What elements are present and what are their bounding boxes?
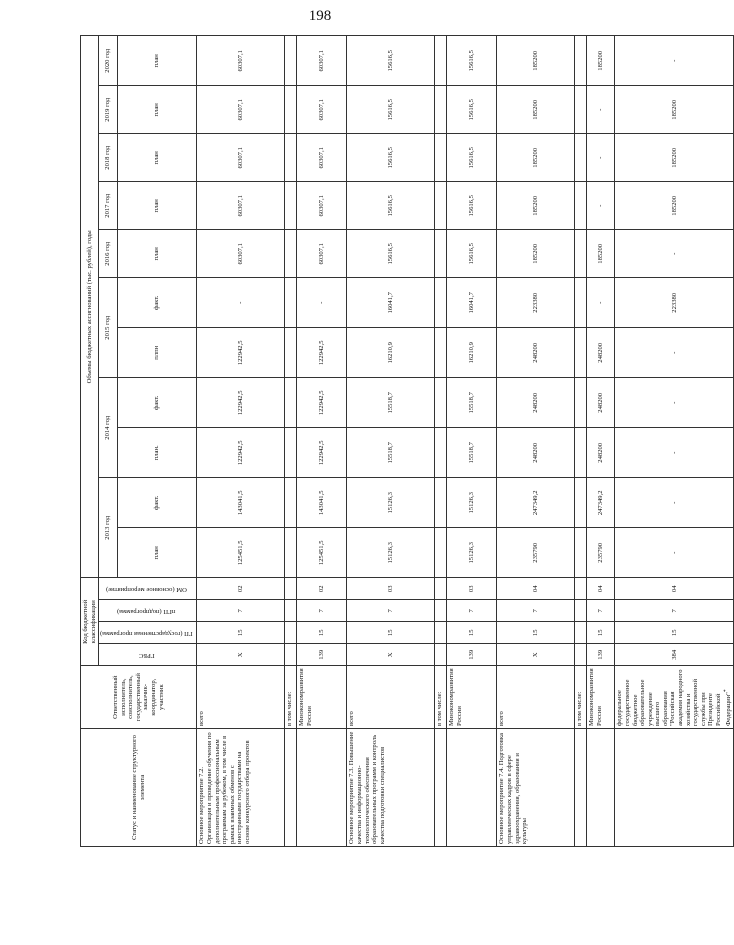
row-name [575,729,587,847]
row-value: 15616,5 [447,230,497,278]
row-value: 125451,5 [197,528,285,578]
row-value: 125451,5 [297,528,347,578]
row-responsible: в том числе: [575,666,587,729]
table-row [575,36,587,847]
row-value [575,278,587,328]
row-value: 143041,5 [197,478,285,528]
row-value: 15126,3 [347,478,435,528]
row-value: 60307,1 [297,36,347,86]
table-row [197,36,285,847]
row-value: - [587,278,615,328]
row-value [285,328,297,378]
row-grbs [285,644,297,666]
row-value: 185200 [497,230,575,278]
row-gp [285,622,297,644]
row-name [587,729,615,847]
row-value [575,36,587,86]
row-value: 15126,3 [447,528,497,578]
row-value: 16041,7 [447,278,497,328]
row-value [435,182,447,230]
row-value: - [297,278,347,328]
header-plan-2016: план [117,230,197,278]
row-value: 248200 [497,328,575,378]
row-value: 122942,5 [297,328,347,378]
row-responsible: всего [497,666,575,729]
row-value: 248200 [497,378,575,428]
row-value: 60307,1 [197,36,285,86]
row-value: 223380 [497,278,575,328]
header-plan-2020: план [117,36,197,86]
row-value [575,428,587,478]
header-status-name: Статус и наименование структурного элемента [81,729,197,847]
row-value: 248200 [587,428,615,478]
footnote-mark: * [722,689,729,693]
row-grbs: 139 [447,644,497,666]
row-value [435,478,447,528]
row-value: - [615,378,734,428]
row-value [435,86,447,134]
row-value [575,182,587,230]
row-value: 15616,5 [447,86,497,134]
row-grbs: X [347,644,435,666]
row-value: 235790 [587,528,615,578]
row-gp: 15 [447,622,497,644]
row-gp: 15 [615,622,734,644]
row-name: Основное мероприятие 7.4. Подготовка управленческих кадров в сфере здравоохранения, образования и культуры [497,729,575,847]
header-year-2017: 2017 год [99,182,118,230]
row-om: 03 [447,578,497,600]
row-responsible: в том числе: [435,666,447,729]
header-plan-2013: план [117,528,197,578]
row-value: 185200 [615,134,734,182]
row-value: 60307,1 [197,134,285,182]
row-value: 16210,9 [447,328,497,378]
header-responsible: Ответственный исполнитель, соисполнитель, государственный заказчик-координатор, участник [81,666,197,729]
row-pgp: 7 [447,600,497,622]
row-value: 185200 [497,86,575,134]
header-fact-2013: факт. [117,478,197,528]
budget-table [80,35,734,847]
row-value [285,528,297,578]
row-responsible: в том числе: [285,666,297,729]
table-row [587,36,615,847]
row-value [285,86,297,134]
row-value: 235790 [497,528,575,578]
row-value: - [615,528,734,578]
row-grbs: 139 [297,644,347,666]
row-pgp [575,600,587,622]
row-om: 04 [497,578,575,600]
header-fact-2015: факт. [117,278,197,328]
row-value [575,378,587,428]
row-value [575,134,587,182]
row-name: Основное мероприятие 7.3. Повышение качества и информационно-технологического обеспечения образовательных программ и контроль качества подготовки специалистов [347,729,435,847]
row-value: 16210,9 [347,328,435,378]
header-year-2015: 2015 год [99,278,118,378]
header-gp: ГП (государственная программа) [99,622,197,644]
header-plan-2014: план. [117,428,197,478]
row-value [285,378,297,428]
row-value [435,134,447,182]
row-pgp: 7 [615,600,734,622]
row-responsible: Минэкономразвития России [447,666,497,729]
row-value [435,378,447,428]
row-value: 15616,5 [347,86,435,134]
header-year-2016: 2016 год [99,230,118,278]
row-value [285,36,297,86]
row-value: 15126,3 [447,478,497,528]
header-volume: Объемы бюджетных ассигнований (тыс. рублей), годы [81,36,99,578]
row-value: 185200 [587,230,615,278]
row-gp: 15 [497,622,575,644]
header-plan-2017: план [117,182,197,230]
header-year-2020: 2020 год [99,36,118,86]
row-value: 16041,7 [347,278,435,328]
row-gp [575,622,587,644]
row-value: 60307,1 [297,182,347,230]
header-kbk: Код бюджетной классификации [81,578,99,666]
row-value: 15616,5 [347,230,435,278]
row-grbs [575,644,587,666]
table-row [447,36,497,847]
row-responsible: Минэкономразвития России [297,666,347,729]
table-row [347,36,435,847]
header-pgp: пГП (подпрограмма) [99,600,197,622]
row-responsible: всего [197,666,285,729]
row-responsible: Минэкономразвития России [587,666,615,729]
row-name: Основное мероприятие 7.2. Организация и проведение обучения по дополнительным профессиональным программам за рубежом, в том числе в рамках взаимных обменов с иностранными государствами на основе конкурсного отбора проектов [197,729,285,847]
row-grbs: 384 [615,644,734,666]
row-value: 122942,5 [297,378,347,428]
row-value [285,230,297,278]
row-value: 60307,1 [297,134,347,182]
row-value: - [615,328,734,378]
row-value: 15518,7 [347,428,435,478]
row-om: 02 [297,578,347,600]
row-value: 15616,5 [447,36,497,86]
row-value: 185200 [587,36,615,86]
row-grbs: X [497,644,575,666]
row-om [435,578,447,600]
table-row [615,36,734,847]
row-name [435,729,447,847]
row-value [575,230,587,278]
row-om: 02 [197,578,285,600]
row-value [435,428,447,478]
row-value: 15616,5 [347,134,435,182]
row-value: 122942,5 [197,428,285,478]
row-value [285,428,297,478]
row-value: 15518,7 [447,428,497,478]
row-value [435,278,447,328]
row-value: - [615,478,734,528]
row-value: 15126,3 [347,528,435,578]
table-row [297,36,347,847]
row-pgp [435,600,447,622]
row-gp: 15 [297,622,347,644]
row-value: 15616,5 [347,36,435,86]
header-year-2014: 2014 год [99,378,118,478]
row-value: - [587,86,615,134]
row-value: 247349,2 [587,478,615,528]
row-value: - [587,182,615,230]
row-value: 122942,5 [297,428,347,478]
row-value: 185200 [615,86,734,134]
row-name [297,729,347,847]
row-value [285,182,297,230]
row-value: 247349,2 [497,478,575,528]
row-grbs [435,644,447,666]
row-value [435,528,447,578]
row-value: - [615,36,734,86]
row-value [435,328,447,378]
row-name [447,729,497,847]
row-value: 248200 [587,328,615,378]
header-year-2018: 2018 год [99,134,118,182]
row-pgp: 7 [587,600,615,622]
row-value [285,278,297,328]
row-value [575,86,587,134]
row-gp: 15 [587,622,615,644]
row-om: 04 [587,578,615,600]
row-pgp [285,600,297,622]
row-om [285,578,297,600]
row-value: 60307,1 [197,230,285,278]
row-value: 223380 [615,278,734,328]
row-value [575,328,587,378]
row-value: 185200 [497,36,575,86]
row-grbs: X [197,644,285,666]
row-grbs: 139 [587,644,615,666]
header-year-2013: 2013 год [99,478,118,578]
table-row [497,36,575,847]
row-value: - [197,278,285,328]
header-plan-2015: плпн [117,328,197,378]
row-pgp: 7 [197,600,285,622]
row-pgp: 7 [497,600,575,622]
row-om: 04 [615,578,734,600]
row-responsible: всего [347,666,435,729]
header-plan-2019: план [117,86,197,134]
header-year-2019: 2019 год [99,86,118,134]
row-pgp: 7 [297,600,347,622]
header-grbs: ГРБС [99,644,197,666]
row-pgp: 7 [347,600,435,622]
row-gp: 15 [347,622,435,644]
row-name [285,729,297,847]
row-value: - [587,134,615,182]
row-value: - [615,428,734,478]
row-om: 03 [347,578,435,600]
row-value: - [615,230,734,278]
header-plan-2018: план [117,134,197,182]
row-value: 122942,5 [197,328,285,378]
row-value [435,230,447,278]
row-value: 143041,5 [297,478,347,528]
row-value: 15518,7 [447,378,497,428]
row-value [435,36,447,86]
row-gp [435,622,447,644]
header-om: ОМ (основное мероприятие) [99,578,197,600]
row-gp: 15 [197,622,285,644]
row-value: 60307,1 [197,182,285,230]
header-fact-2014: факт. [117,378,197,428]
row-value: 15616,5 [447,182,497,230]
row-value: 60307,1 [197,86,285,134]
row-value [575,528,587,578]
row-value: 185200 [497,134,575,182]
row-value: 60307,1 [297,86,347,134]
table-row [285,36,297,847]
row-value: 185200 [615,182,734,230]
row-value [575,478,587,528]
row-value: 60307,1 [297,230,347,278]
row-value [285,134,297,182]
row-responsible: федеральное государственное бюджетное образовательное учреждение высшего образования "Российская академия народного хозяйства и государственной службы при Президенте Российской Федерации"* [615,666,734,729]
page-number: 198 [308,8,332,24]
row-value: 15518,7 [347,378,435,428]
row-name [615,729,734,847]
row-value [285,478,297,528]
row-om [575,578,587,600]
row-value: 15616,5 [347,182,435,230]
row-value: 15616,5 [447,134,497,182]
table-row [435,36,447,847]
row-value: 122942,5 [197,378,285,428]
row-value: 248200 [587,378,615,428]
row-value: 185200 [497,182,575,230]
row-value: 248200 [497,428,575,478]
